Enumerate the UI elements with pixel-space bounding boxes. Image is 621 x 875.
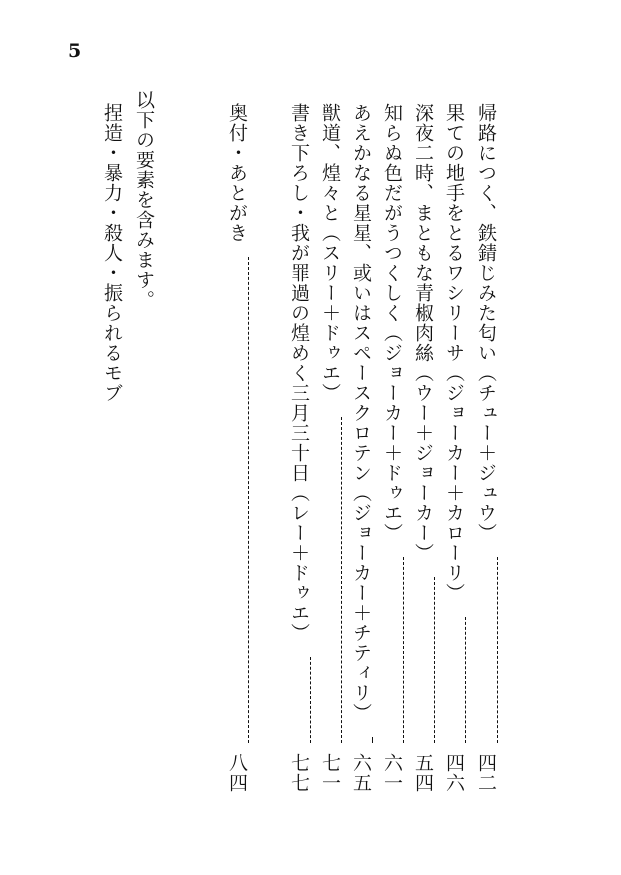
- toc-entry-5[interactable]: [349, 103, 373, 793]
- dotted-leader: [403, 557, 404, 743]
- toc-page: 七七: [288, 753, 310, 793]
- toc-page: 六五: [350, 753, 372, 793]
- toc-entry-6[interactable]: [318, 103, 342, 793]
- dotted-leader: [465, 617, 466, 743]
- toc-title: 知らぬ色だがうつくしく（ジョーカー＋ドゥエ）: [381, 103, 403, 543]
- toc-page: 七一: [319, 753, 341, 793]
- toc-page: 四六: [443, 753, 465, 793]
- dotted-leader: [341, 417, 342, 743]
- toc-title: 深夜二時、まともな青椒肉絲（ウー＋ジョーカー）: [412, 103, 434, 563]
- dotted-leader: [372, 737, 373, 743]
- toc-entry-4[interactable]: [380, 103, 404, 793]
- content-notice-line-2: 捏造・暴力・殺人・振られるモブ: [101, 103, 123, 403]
- dotted-leader: [497, 557, 498, 743]
- toc-page: 五四: [412, 753, 434, 793]
- toc-page: 四二: [475, 753, 497, 793]
- content-notice-line-1: 以下の要素を含みます。: [133, 90, 155, 310]
- toc-title: 奥付・あとがき: [226, 103, 248, 243]
- toc-title: 書き下ろし・我が罪過の煌めく三月三十日（レー＋ドゥエ）: [288, 103, 310, 643]
- toc-title: あえかなる星星、或いはスペースクロテン（ジョーカー＋チティリ）: [350, 103, 372, 723]
- toc-page: 八四: [226, 753, 248, 793]
- toc-title: 果ての地手をとるワシリーサ（ジョーカー＋カローリ）: [443, 103, 465, 603]
- toc-entry-1[interactable]: [474, 103, 498, 793]
- toc-page: 六一: [381, 753, 403, 793]
- toc-entry-3[interactable]: [411, 103, 435, 793]
- dotted-leader: [434, 577, 435, 743]
- dotted-leader: [248, 257, 249, 743]
- toc-title: 獣道、煌々と（スリー＋ドゥエ）: [319, 103, 341, 403]
- toc-entry-8[interactable]: [225, 103, 249, 793]
- toc-entry-2[interactable]: [442, 103, 466, 793]
- dotted-leader: [310, 657, 311, 743]
- page-number: 5: [68, 40, 82, 62]
- toc-entry-7[interactable]: [287, 103, 311, 793]
- toc-title: 帰路につく、鉄錆じみた匂い（チュー＋ジュウ）: [475, 103, 497, 543]
